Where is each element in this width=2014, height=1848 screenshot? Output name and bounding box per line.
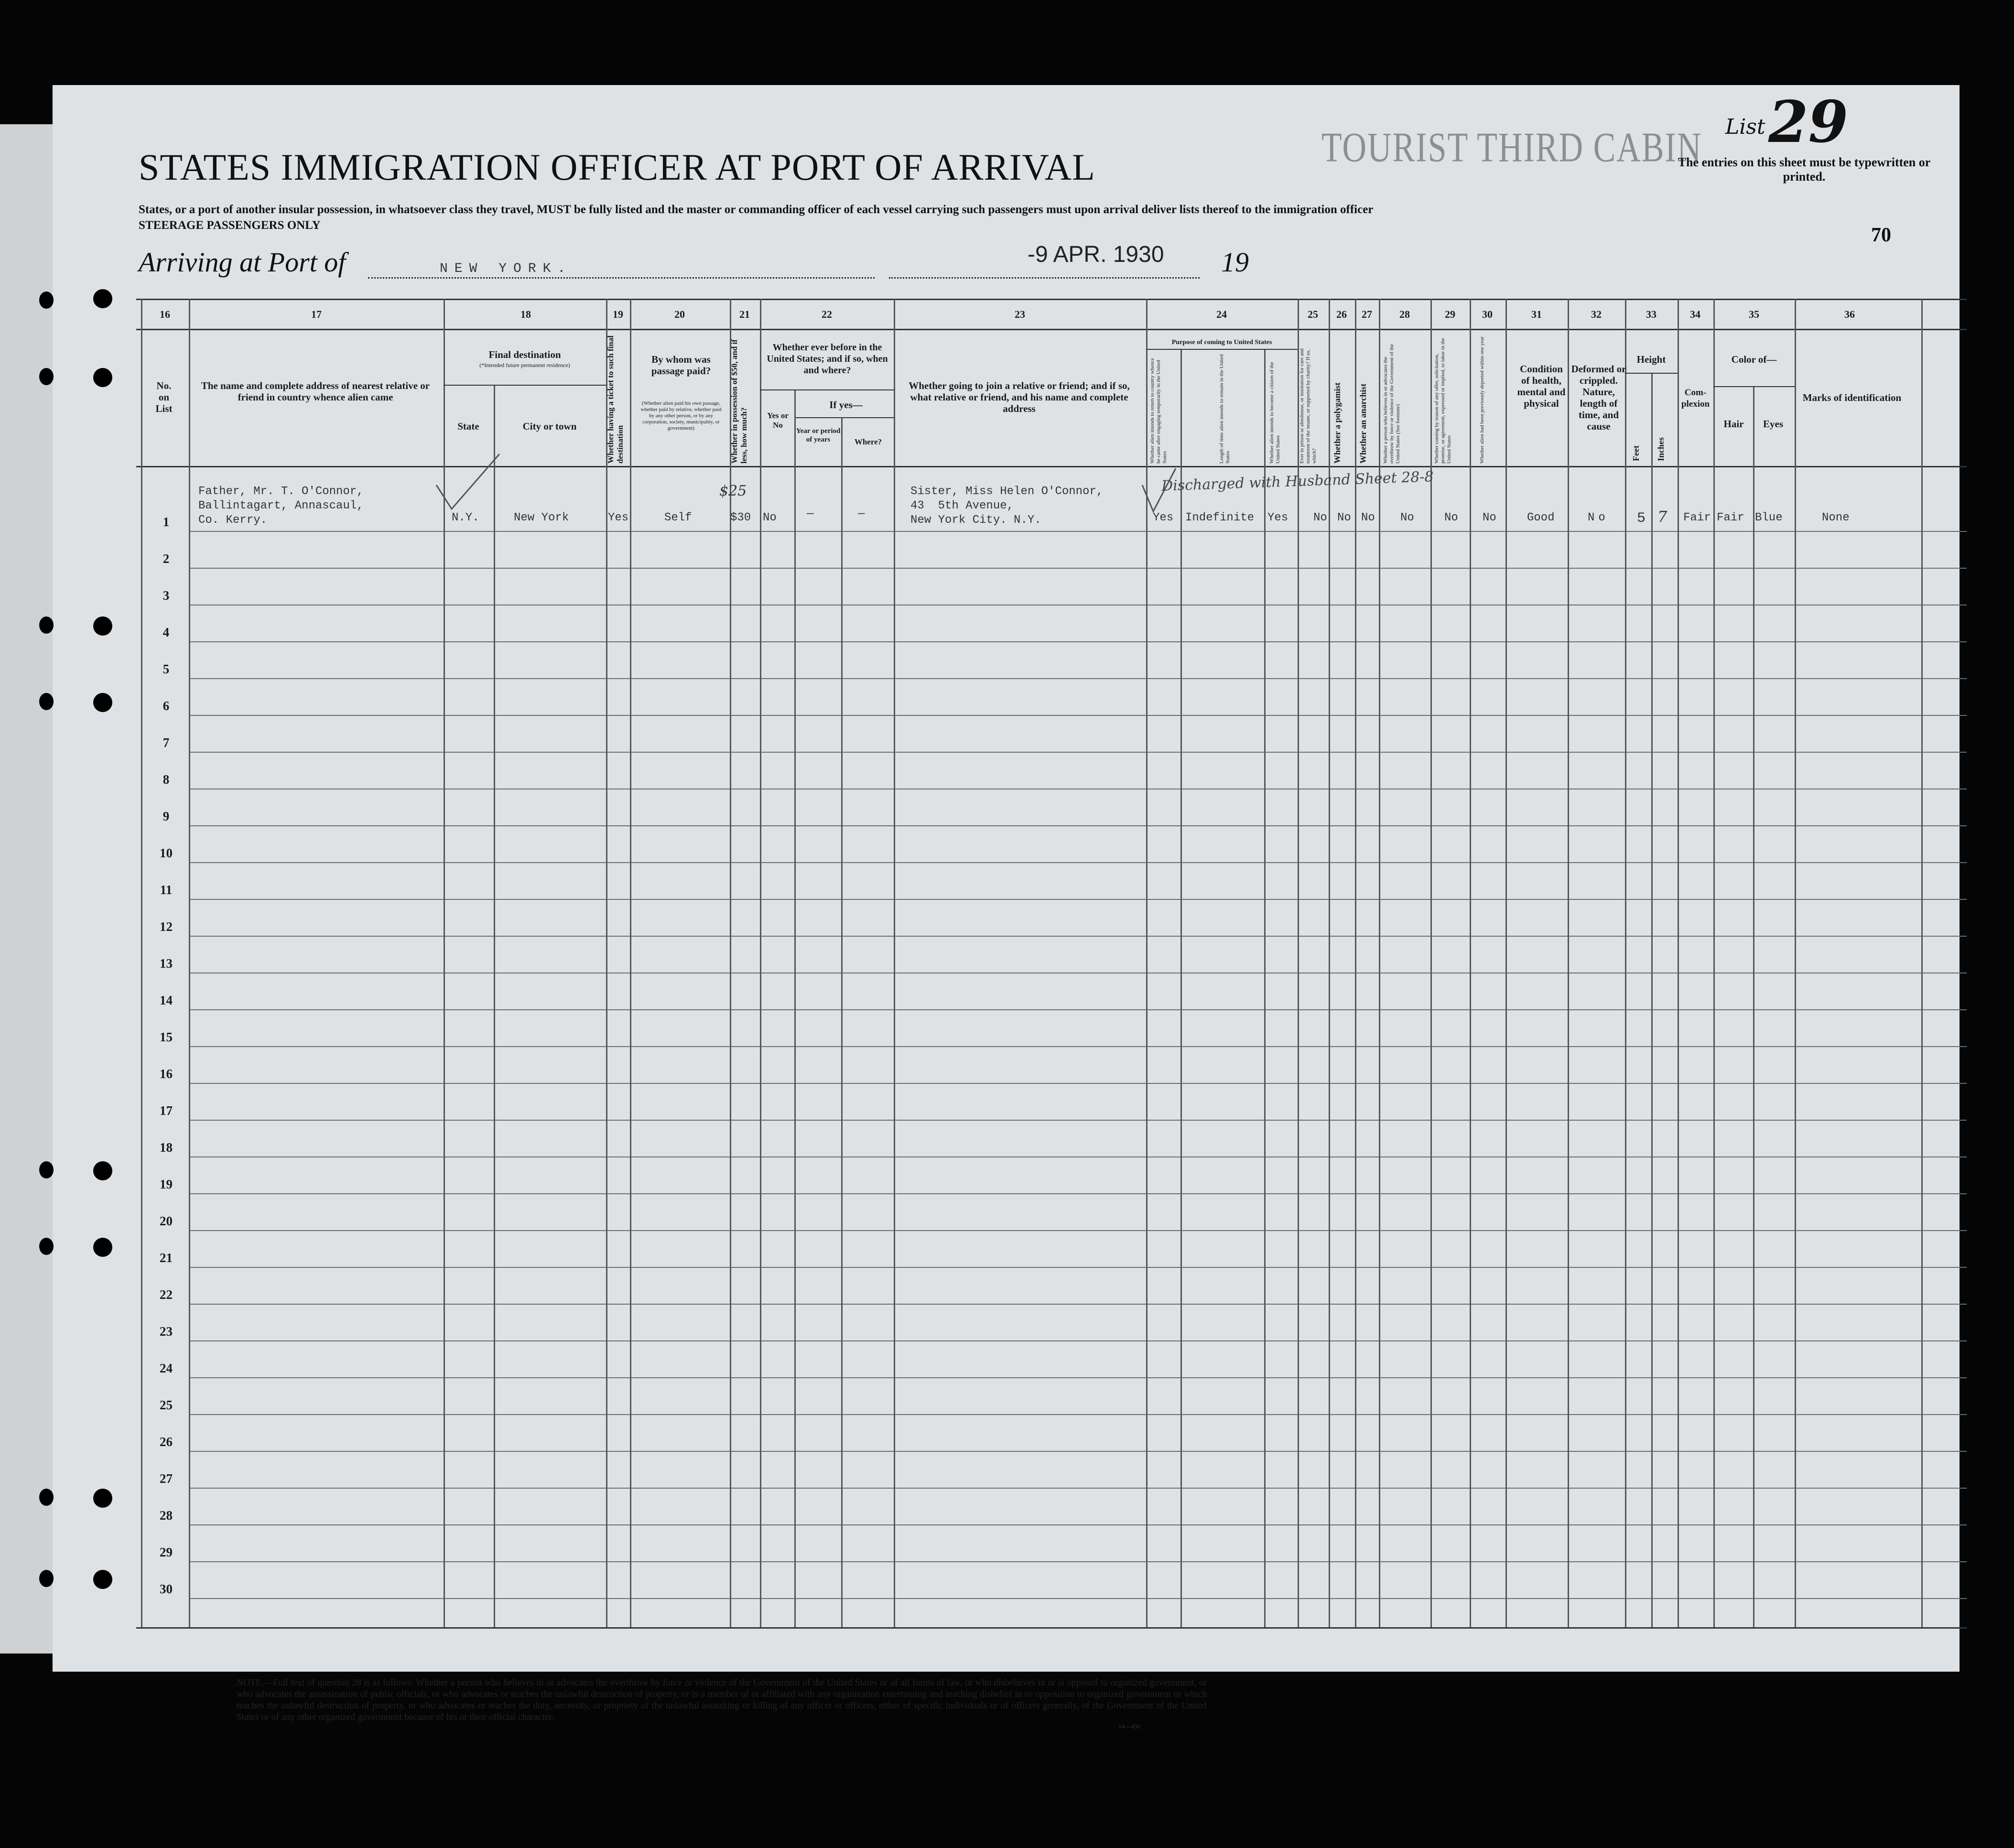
- col24c-header: Whether alien intends to become a citizen of the United States: [1269, 362, 1281, 464]
- row-rule: [189, 862, 1967, 863]
- row1-relative-line3: Co. Kerry.: [198, 514, 268, 527]
- row-rule: [189, 1488, 1967, 1489]
- binder-hole: [39, 1238, 54, 1255]
- row-rule: [189, 1304, 1967, 1305]
- row-number: 24: [160, 1361, 173, 1375]
- row-number: 7: [162, 735, 170, 750]
- form-code: 14—430: [1118, 1723, 1140, 1730]
- column-rule: [1625, 299, 1626, 1627]
- col22-where-header: Where?: [854, 437, 882, 446]
- col16-header: No. on List: [155, 380, 173, 414]
- row1-citizen: Yes: [1267, 511, 1289, 524]
- row-number: 30: [160, 1582, 173, 1596]
- row1-complexion: Fair: [1683, 511, 1711, 524]
- row-number: 2: [162, 551, 170, 566]
- row-number: 8: [162, 772, 170, 787]
- c22-ifyes-rule: [796, 417, 894, 418]
- col19-header: Whether having a ticket to such final destination: [606, 335, 625, 464]
- row-number: 14: [160, 993, 173, 1007]
- arriving-label: Arriving at Port of: [139, 247, 346, 278]
- column-rule: [494, 385, 495, 1627]
- row-rule: [189, 1230, 1967, 1231]
- list-label: List: [1725, 115, 1765, 139]
- row1-anarchist: No: [1361, 511, 1375, 524]
- column-number: 30: [1482, 308, 1493, 320]
- row1-join-annotation: Discharged with Husband Sheet 28-8: [1161, 468, 1434, 495]
- column-rule: [1568, 299, 1569, 1627]
- column-rule: [1470, 299, 1471, 1627]
- row1-length: Indefinite: [1185, 511, 1255, 524]
- column-number: 23: [1015, 308, 1025, 320]
- row-rule: [189, 752, 1967, 753]
- row-number: 23: [160, 1324, 173, 1339]
- steerage-label: STEERAGE PASSENGERS ONLY: [139, 219, 321, 232]
- row-number: 22: [160, 1287, 173, 1302]
- binder-hole: [39, 292, 54, 309]
- row1-ticket: Yes: [608, 511, 629, 524]
- col24b-header: Length of time alien intends to remain in the United States: [1219, 354, 1231, 464]
- binder-hole: [39, 1570, 54, 1587]
- column-number: 25: [1308, 308, 1318, 320]
- row-rule: [189, 1120, 1967, 1121]
- column-number: 21: [739, 308, 750, 320]
- entries-note: The entries on this sheet must be typewritten or printed.: [1678, 155, 1931, 184]
- row1-state: N.Y.: [452, 511, 479, 524]
- row-number: 25: [160, 1398, 173, 1412]
- subtitle: States, or a port of another insular possession, in whatsoever class they travel, MUST be fully listed and the master or commanding officer of each vessel carrying such passengers must upon arrival deliver lists thereof to the immigration officer: [139, 203, 1374, 216]
- date-stamp: -9 APR. 1930: [1028, 242, 1164, 267]
- row-number: 1: [162, 515, 170, 529]
- binder-hole: [39, 368, 54, 385]
- row-rule: [189, 1193, 1967, 1194]
- column-number: 29: [1445, 308, 1455, 320]
- year-prefix: 19: [1221, 247, 1249, 278]
- row1-where: —: [858, 508, 865, 520]
- col33-inches-header: Inches: [1656, 437, 1666, 461]
- col22-yesno-header: Yes or No: [767, 411, 789, 430]
- col35-hair-header: Hair: [1723, 418, 1744, 430]
- col34-header: Com- plexion: [1681, 388, 1710, 409]
- page-mark: 70: [1871, 224, 1891, 246]
- row-number: 10: [160, 846, 173, 860]
- col33-header: Height: [1636, 354, 1666, 365]
- column-number: 24: [1216, 308, 1227, 320]
- col33-feet-header: Feet: [1631, 445, 1641, 461]
- column-rule: [1298, 299, 1299, 1627]
- row1-feet: 5: [1637, 510, 1646, 527]
- row-number: 12: [160, 919, 173, 934]
- manifest-sheet: [53, 85, 1960, 1672]
- row-rule: [189, 1046, 1967, 1047]
- row-rule: [189, 678, 1967, 679]
- row-number: 9: [162, 809, 170, 823]
- col29-header: Whether coming by reason of any offer, solicitation, promise, or agreement, expressed or implied, to labor in the United States: [1434, 338, 1452, 464]
- col35-eyes-header: Eyes: [1763, 418, 1783, 430]
- row1-health: Good: [1527, 511, 1555, 524]
- check-mark: [433, 452, 504, 514]
- column-rule: [1430, 299, 1432, 1627]
- col23-header: Whether going to join a relative or friend; and if so, what relative or friend, and his name and complete address: [909, 380, 1130, 414]
- row-rule: [189, 1083, 1967, 1084]
- row1-years: —: [807, 508, 814, 520]
- row1-join-line3: New York City. N.Y.: [910, 514, 1041, 527]
- page-title: STATES IMMIGRATION OFFICER AT PORT OF ARRIVAL: [139, 146, 1095, 188]
- row-rule: [189, 1009, 1967, 1010]
- row-rule: [189, 936, 1967, 937]
- row1-polygamist: No: [1337, 511, 1351, 524]
- column-rule: [894, 299, 895, 1627]
- col24-header: Purpose of coming to United States: [1171, 339, 1272, 346]
- row-number: 15: [160, 1030, 173, 1044]
- row1-city: New York: [514, 511, 569, 524]
- col17-header: The name and complete address of nearest relative or friend in country whence alien came: [201, 380, 430, 403]
- column-rule: [760, 299, 761, 1627]
- row1-marks: None: [1822, 511, 1850, 524]
- c33-sub-rule: [1625, 373, 1678, 374]
- row1-prison: No: [1313, 511, 1327, 524]
- header-bottom-rule: [136, 466, 1967, 467]
- col18-city-header: City or town: [522, 421, 577, 432]
- col18-header: Final destination: [488, 349, 561, 360]
- row-rule: [189, 715, 1967, 716]
- row1-eyes: Blue: [1755, 511, 1783, 524]
- row-number: 26: [160, 1435, 173, 1449]
- footnote: NOTE.—Full text of question 28 is as follows: Whether a person who believes in or advocates the overthrow by force or violence of the Government of the United States or of all forms of law, or who disbelieves in or is opposed to organized government, or who advocates the assassination of public officials, or who advocates or teaches the unlawful destruction of property, or is a member of or affiliated with any organization entertaining and teaching disbelief in or opposition to organized government or which teaches the unlawful destruction of property, or who advocates or teaches the duty, necessity, or propriety of the unlawful assaulting or killing of any officer or officers, either of specific individuals or of officers generally, of the Government of the United States or of any other organized government because of his or their official character.: [237, 1678, 1207, 1722]
- binder-hole: [93, 693, 112, 712]
- column-rule: [1355, 299, 1356, 1627]
- column-number: 28: [1399, 308, 1410, 320]
- row-rule: [189, 825, 1967, 826]
- col20-header: By whom was passage paid?: [651, 354, 711, 377]
- row1-overthrow: No: [1400, 511, 1414, 524]
- column-number: 22: [822, 308, 832, 320]
- row1-deformed: No: [1588, 511, 1609, 524]
- row-rule: [189, 568, 1967, 569]
- binder-hole: [93, 368, 112, 387]
- row-rule: [189, 1340, 1967, 1341]
- column-number: 31: [1531, 308, 1542, 320]
- row1-offer: No: [1444, 511, 1458, 524]
- col21-header: Whether in possession of $50, and if less, how much?: [730, 339, 748, 464]
- row1-relative-line1: Father, Mr. T. O'Connor,: [198, 485, 364, 498]
- row-number: 21: [160, 1251, 173, 1265]
- column-rule: [794, 389, 796, 1627]
- column-rule: [1678, 299, 1679, 1627]
- row-rule: [189, 1524, 1967, 1525]
- row1-return: Yes: [1153, 511, 1174, 524]
- row-number: 28: [160, 1508, 173, 1523]
- row1-money-annotation: $25: [719, 483, 747, 499]
- binder-hole: [93, 1489, 112, 1508]
- column-number: 35: [1749, 308, 1759, 320]
- column-rule: [841, 417, 843, 1627]
- column-number: 17: [311, 308, 322, 320]
- binder-hole: [93, 289, 112, 308]
- tourist-third-cabin-stamp: TOURIST THIRD CABIN: [1321, 125, 1702, 171]
- column-rule: [606, 299, 607, 1627]
- col22-ifyes-header: If yes—: [829, 399, 863, 411]
- binder-hole: [93, 1161, 112, 1180]
- column-rule: [1264, 349, 1266, 1627]
- row-rule: [189, 1451, 1967, 1452]
- column-number: 16: [160, 308, 170, 320]
- column-rule: [189, 299, 190, 1627]
- row-number: 18: [160, 1140, 173, 1155]
- row1-paid-by: Self: [664, 511, 692, 524]
- row1-hair: Fair: [1717, 511, 1744, 524]
- row-rule: [189, 1156, 1967, 1157]
- column-number: 33: [1646, 308, 1657, 320]
- date-underline: [889, 277, 1200, 279]
- column-number: 26: [1336, 308, 1347, 320]
- column-number: 32: [1591, 308, 1602, 320]
- row-number: 6: [162, 699, 170, 713]
- col18-subheader: (*Intended future permanent residence): [479, 362, 570, 368]
- row-rule: [189, 1267, 1967, 1268]
- col32-header: Deformed or crippled. Nature, length of time, and cause: [1571, 363, 1626, 432]
- column-number-rule: [136, 329, 1967, 330]
- port-underline: [368, 277, 875, 279]
- col36-header: Marks of identification: [1802, 392, 1902, 403]
- c35-sub-rule: [1713, 386, 1795, 387]
- c22-sub-rule: [760, 389, 894, 390]
- column-rule: [1921, 299, 1923, 1627]
- row-rule: [189, 1598, 1967, 1599]
- row-rule: [189, 1377, 1967, 1378]
- binder-hole: [39, 1489, 54, 1506]
- c24-sub-rule: [1146, 349, 1298, 350]
- row-rule: [189, 641, 1967, 642]
- column-rule: [1713, 299, 1715, 1627]
- row-number: 27: [160, 1471, 173, 1486]
- dest-sub-rule: [444, 385, 606, 386]
- row1-join-line2: 43 5th Avenue,: [910, 499, 1014, 512]
- column-rule: [1379, 299, 1380, 1627]
- col18-state-header: State: [457, 421, 479, 432]
- binder-hole: [39, 1161, 54, 1178]
- col24a-header: Whether alien intends to return to country whence he came after engaging temporarily in the United States: [1149, 358, 1168, 464]
- row-number: 3: [162, 588, 170, 603]
- row-rule: [189, 1561, 1967, 1562]
- row-rule: [189, 899, 1967, 900]
- row1-deported: No: [1483, 511, 1496, 524]
- column-number: 36: [1844, 308, 1855, 320]
- port-value: NEW YORK.: [440, 261, 573, 276]
- list-number: 29: [1768, 88, 1848, 156]
- column-number: 20: [674, 308, 685, 320]
- column-rule: [141, 299, 142, 1627]
- row-number: 13: [160, 956, 173, 971]
- row-rule: [189, 1414, 1967, 1415]
- row1-inches: 7: [1657, 508, 1668, 526]
- column-rule: [1753, 386, 1754, 1627]
- col31-header: Condition of health, mental and physical: [1517, 363, 1566, 409]
- col25-header: Ever in prison or almshouse, or institution for care and treatment of the insane, or supported by charity? If so, which?: [1299, 348, 1317, 464]
- binder-hole: [93, 1570, 112, 1589]
- binder-hole: [39, 693, 54, 710]
- column-number: 34: [1690, 308, 1700, 320]
- row-number: 16: [160, 1067, 173, 1081]
- column-rule: [1180, 349, 1182, 1627]
- column-number: 19: [613, 308, 623, 320]
- row-number: 4: [162, 625, 170, 639]
- row-number: 29: [160, 1545, 173, 1559]
- col27-header: Whether an anarchist: [1358, 383, 1368, 464]
- row-number: 11: [160, 883, 173, 897]
- row-number: 20: [160, 1214, 173, 1228]
- column-number: 27: [1362, 308, 1372, 320]
- col35-header: Color of—: [1731, 354, 1777, 365]
- row1-before-us: No: [763, 511, 777, 524]
- adjacent-page-edge: [0, 124, 60, 1653]
- col22-years-header: Year or period of years: [796, 427, 841, 443]
- row-number: 5: [162, 662, 170, 676]
- row-number: 17: [160, 1103, 173, 1118]
- table-top-border: [136, 299, 1967, 300]
- col28-header: Whether a person who believes in or advocates the overthrow by force or violence of the Government of the United States (See footnote): [1383, 344, 1401, 464]
- row-number: 19: [160, 1177, 173, 1191]
- row-rule: [189, 531, 1967, 532]
- row1-money: $30: [730, 511, 751, 524]
- table-bottom-border: [136, 1627, 1967, 1629]
- col26-header: Whether a polygamist: [1332, 382, 1342, 464]
- row1-join-line1: Sister, Miss Helen O'Connor,: [910, 485, 1104, 498]
- column-rule: [1651, 373, 1653, 1627]
- binder-hole: [93, 1238, 112, 1257]
- col30-header: Whether alien had been previously deported within one year: [1479, 336, 1485, 464]
- row1-relative-line2: Ballintagart, Annascaul,: [198, 499, 364, 512]
- column-rule: [1795, 299, 1796, 1627]
- column-rule: [1505, 299, 1507, 1627]
- column-rule: [630, 299, 631, 1627]
- col22-header: Whether ever before in the United States; and if so, when and where?: [767, 342, 888, 376]
- binder-hole: [39, 616, 54, 634]
- column-rule: [1329, 299, 1330, 1627]
- col20-subheader: (Whether alien paid his own passage, whether paid by relative, whether paid by any other person, or by any corporation, society, municipality, or government): [640, 400, 722, 431]
- column-number: 18: [520, 308, 531, 320]
- binder-hole: [93, 616, 112, 636]
